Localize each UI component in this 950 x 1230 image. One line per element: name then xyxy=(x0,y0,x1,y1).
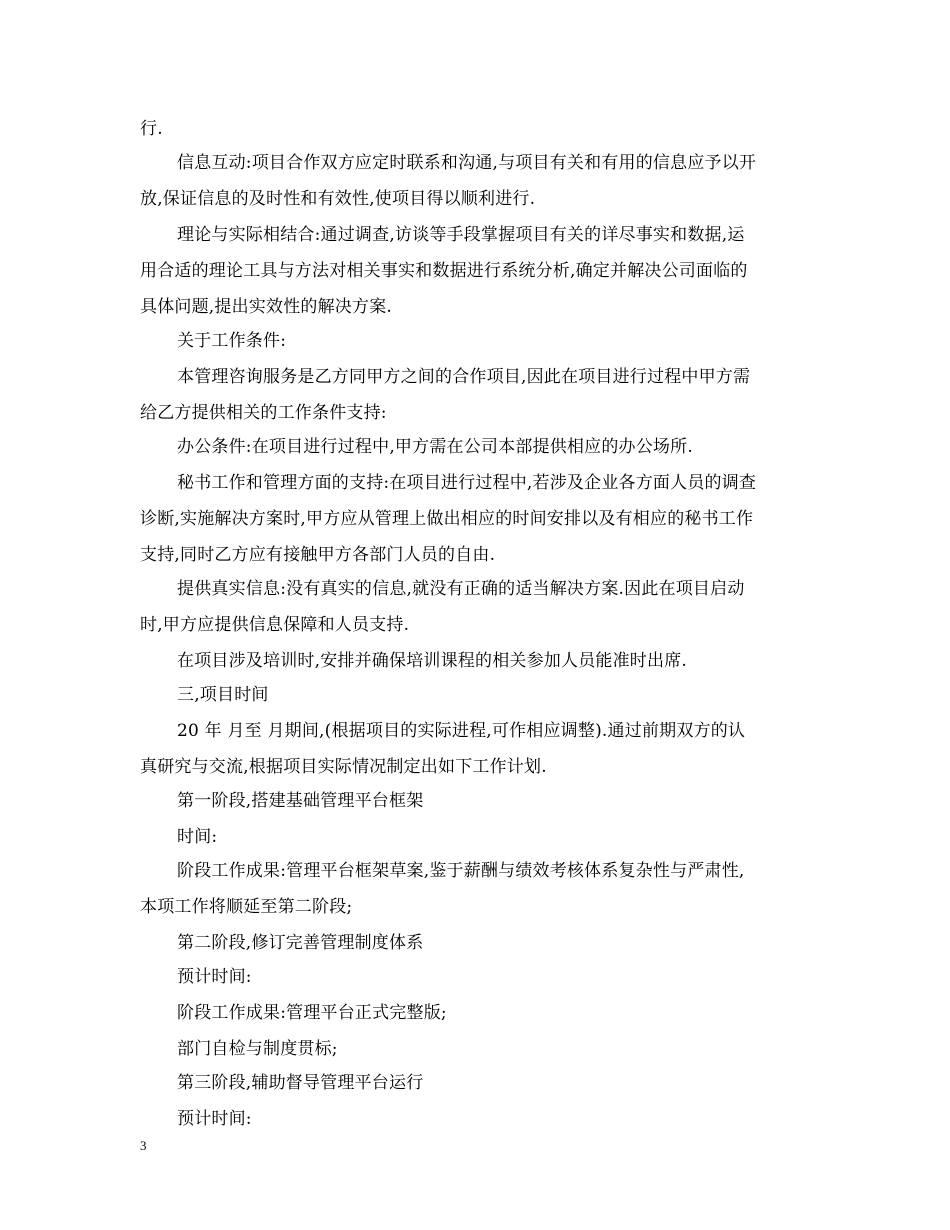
text-line: 20 年 月至 月期间,(根据项目的实际进程,可作相应调整).通过前期双方的认 xyxy=(177,721,746,741)
text-line: 放,保证信息的及时性和有效性,使项目得以顺利进行. xyxy=(140,189,536,209)
text-line: 本管理咨询服务是乙方同甲方之间的合作项目,因此在项目进行过程中甲方需 xyxy=(177,367,751,387)
text-line: 办公条件:在项目进行过程中,甲方需在公司本部提供相应的办公场所. xyxy=(177,437,693,457)
text-line: 诊断,实施解决方案时,甲方应从管理上做出相应的时间安排以及有相应的秘书工作 xyxy=(140,509,754,529)
text-line: 阶段工作成果:管理平台正式完整版; xyxy=(177,1003,447,1023)
text-line: 预计时间: xyxy=(177,967,252,987)
text-line: 信息互动:项目合作双方应定时联系和沟通,与项目有关和有用的信息应予以开 xyxy=(177,153,757,173)
text-line: 第一阶段,搭建基础管理平台框架 xyxy=(177,791,424,811)
text-line: 时,甲方应提供信息保障和人员支持. xyxy=(140,615,410,635)
text-line: 行. xyxy=(140,119,163,139)
text-line: 阶段工作成果:管理平台框架草案,鉴于薪酬与绩效考核体系复杂性与严肃性, xyxy=(177,861,745,881)
text-line: 具体问题,提出实效性的解决方案. xyxy=(140,297,393,317)
text-line: 本项工作将顺延至第二阶段; xyxy=(140,897,353,917)
text-line: 支持,同时乙方应有接触甲方各部门人员的自由. xyxy=(140,545,496,565)
text-line: 给乙方提供相关的工作条件支持: xyxy=(140,403,387,423)
text-line: 用合适的理论工具与方法对相关事实和数据进行系统分析,确定并解决公司面临的 xyxy=(140,261,748,281)
text-line: 部门自检与制度贯标; xyxy=(177,1039,338,1059)
text-line: 真研究与交流,根据项目实际情况制定出如下工作计划. xyxy=(140,757,547,777)
text-line: 预计时间: xyxy=(177,1109,252,1129)
text-line: 时间: xyxy=(177,827,218,847)
text-line: 第三阶段,辅助督导管理平台运行 xyxy=(177,1073,424,1093)
text-line: 第二阶段,修订完善管理制度体系 xyxy=(177,933,424,953)
text-line: 关于工作条件: xyxy=(177,331,287,351)
text-line: 理论与实际相结合:通过调查,访谈等手段掌握项目有关的详尽事实和数据,运 xyxy=(177,225,745,245)
text-line: 秘书工作和管理方面的支持:在项目进行过程中,若涉及企业各方面人员的调查 xyxy=(177,473,757,493)
page-number: 3 xyxy=(140,1138,147,1153)
text-line: 提供真实信息:没有真实的信息,就没有正确的适当解决方案.因此在项目启动 xyxy=(177,579,745,599)
section-heading: 三,项目时间 xyxy=(177,685,269,705)
text-line: 在项目涉及培训时,安排并确保培训课程的相关参加人员能准时出席. xyxy=(177,651,688,671)
